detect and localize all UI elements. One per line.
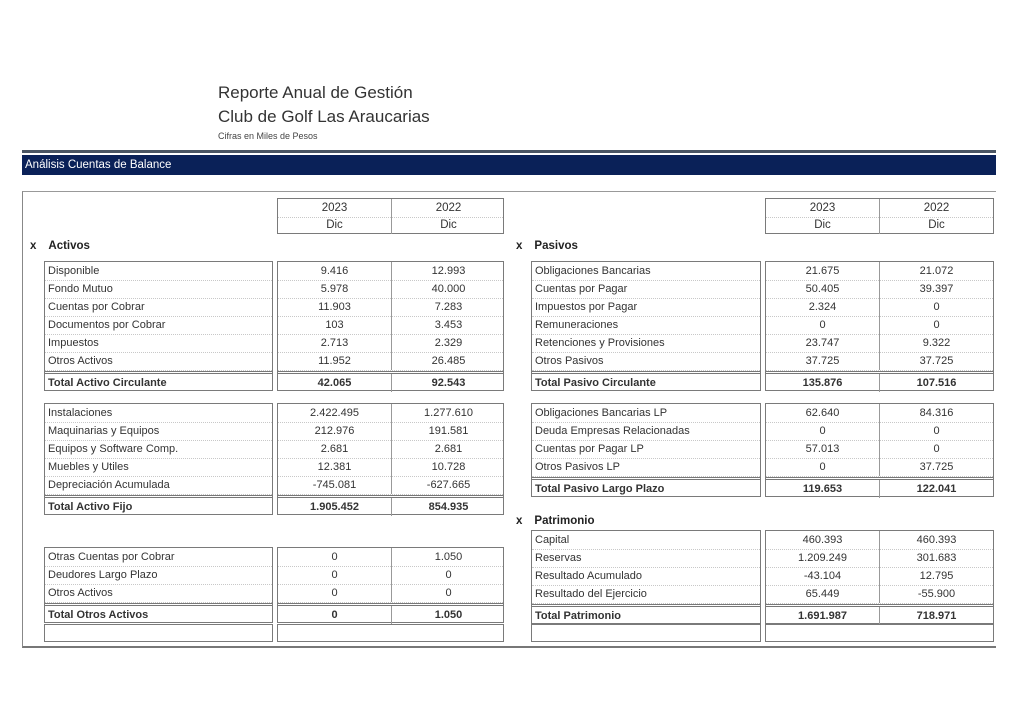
value-2023: 0 bbox=[819, 425, 826, 437]
month-2022: Dic bbox=[391, 216, 505, 234]
value-2022: 21.072 bbox=[879, 262, 993, 280]
value-2022: 460.393 bbox=[879, 531, 993, 549]
value-2022: 10.728 bbox=[391, 458, 505, 476]
year-2022: 2022 bbox=[391, 199, 505, 217]
value-2022: 37.725 bbox=[879, 352, 993, 370]
value-2022: 39.397 bbox=[879, 280, 993, 298]
row-label: Otros Activos bbox=[48, 587, 113, 599]
row-label: Resultado Acumulado bbox=[535, 570, 643, 582]
value-2022: 0 bbox=[879, 316, 993, 334]
year-2023: 2023 bbox=[809, 202, 836, 214]
row-values bbox=[766, 549, 993, 568]
total-values bbox=[766, 477, 993, 498]
pasivo-largo-plazo-values bbox=[765, 403, 994, 497]
row-label: Cuentas por Cobrar bbox=[48, 301, 145, 313]
row-label: Total Activo Fijo bbox=[48, 501, 133, 513]
table-row bbox=[45, 316, 272, 335]
table-row bbox=[45, 298, 272, 317]
table-row bbox=[532, 549, 760, 568]
value-2022: 92.543 bbox=[391, 374, 505, 392]
value-2023: 50.405 bbox=[805, 283, 840, 295]
left-year-header bbox=[277, 198, 504, 234]
value-2022: 191.581 bbox=[391, 422, 505, 440]
table-row bbox=[45, 584, 272, 603]
row-label: Depreciación Acumulada bbox=[48, 479, 170, 491]
value-2023: 0 bbox=[819, 319, 826, 331]
table-row bbox=[45, 352, 272, 371]
table-row bbox=[532, 334, 760, 353]
row-label: Equipos y Software Comp. bbox=[48, 443, 179, 455]
row-values bbox=[766, 280, 993, 299]
table-row bbox=[532, 567, 760, 586]
row-label: Disponible bbox=[48, 265, 100, 277]
row-label: Remuneraciones bbox=[535, 319, 619, 331]
value-2023: 2.713 bbox=[320, 337, 349, 349]
value-2022: 12.993 bbox=[391, 262, 505, 280]
total-values bbox=[278, 495, 503, 516]
section-pasivos bbox=[516, 240, 578, 252]
table-row bbox=[45, 458, 272, 477]
row-label: Otros Activos bbox=[48, 355, 113, 367]
row-values bbox=[766, 585, 993, 604]
table-row bbox=[532, 585, 760, 604]
total-values bbox=[766, 371, 993, 392]
activo-fijo-labels bbox=[44, 403, 273, 515]
value-2022: 40.000 bbox=[391, 280, 505, 298]
value-2023: 119.653 bbox=[802, 483, 843, 495]
row-values bbox=[766, 262, 993, 281]
value-2022: 2.681 bbox=[391, 440, 505, 458]
row-values bbox=[278, 280, 503, 299]
value-2022: 0 bbox=[391, 566, 505, 584]
total-row bbox=[532, 371, 760, 392]
value-2023: 460.393 bbox=[802, 534, 843, 546]
value-2023: 5.978 bbox=[320, 283, 349, 295]
table-row bbox=[532, 352, 760, 371]
table-row bbox=[532, 298, 760, 317]
value-2023: -43.104 bbox=[803, 570, 842, 582]
row-label: Reservas bbox=[535, 552, 582, 564]
section-banner: Análisis Cuentas de Balance bbox=[22, 155, 996, 175]
table-row bbox=[45, 280, 272, 299]
value-2023: 135.876 bbox=[802, 377, 843, 389]
left-empty-value-row bbox=[277, 624, 504, 642]
row-values bbox=[766, 531, 993, 550]
table-row bbox=[532, 316, 760, 335]
value-2022: 84.316 bbox=[879, 404, 993, 422]
value-2022: 1.050 bbox=[391, 548, 505, 566]
activo-circulante-labels bbox=[44, 261, 273, 391]
value-2022: 0 bbox=[879, 422, 993, 440]
value-2023: 0 bbox=[331, 587, 338, 599]
patrimonio-values bbox=[765, 530, 994, 624]
month-row bbox=[278, 216, 503, 234]
table-row bbox=[45, 422, 272, 441]
row-values bbox=[278, 422, 503, 441]
value-2023: 2.681 bbox=[320, 443, 349, 455]
row-label: Maquinarias y Equipos bbox=[48, 425, 160, 437]
row-values bbox=[278, 476, 503, 495]
value-2023: 65.449 bbox=[805, 588, 840, 600]
value-2023: 0 bbox=[819, 461, 826, 473]
section-title: Pasivos bbox=[534, 240, 578, 252]
row-values bbox=[766, 458, 993, 477]
value-2022: -55.900 bbox=[879, 585, 993, 603]
left-empty-label-row bbox=[44, 624, 273, 642]
row-values bbox=[278, 458, 503, 477]
row-values bbox=[766, 404, 993, 423]
section-title: Patrimonio bbox=[534, 515, 595, 527]
table-row bbox=[532, 262, 760, 281]
value-2023: 12.381 bbox=[317, 461, 352, 473]
value-2023: 1.905.452 bbox=[310, 501, 359, 513]
activo-fijo-values bbox=[277, 403, 504, 515]
row-label: Deudores Largo Plazo bbox=[48, 569, 158, 581]
table-row bbox=[532, 422, 760, 441]
value-2023: 62.640 bbox=[805, 407, 840, 419]
units-subtitle: Cifras en Miles de Pesos bbox=[218, 131, 318, 141]
row-values bbox=[766, 422, 993, 441]
table-row bbox=[45, 566, 272, 585]
value-2023: 1.691.987 bbox=[798, 610, 847, 622]
table-row bbox=[45, 440, 272, 459]
total-row bbox=[45, 495, 272, 516]
row-label: Total Activo Circulante bbox=[48, 377, 167, 389]
row-label: Obligaciones Bancarias LP bbox=[535, 407, 668, 419]
value-2022: 26.485 bbox=[391, 352, 505, 370]
total-values bbox=[766, 604, 993, 625]
section-title: Activos bbox=[48, 240, 90, 252]
row-values bbox=[278, 566, 503, 585]
value-2023: 2.324 bbox=[808, 301, 837, 313]
otros-activos-labels bbox=[44, 547, 273, 623]
header-rule bbox=[22, 150, 996, 153]
table-row bbox=[532, 458, 760, 477]
row-label: Otros Pasivos bbox=[535, 355, 604, 367]
row-values bbox=[278, 548, 503, 567]
value-2023: 9.416 bbox=[320, 265, 349, 277]
value-2023: 1.209.249 bbox=[798, 552, 847, 564]
row-label: Instalaciones bbox=[48, 407, 113, 419]
row-values bbox=[766, 352, 993, 371]
total-row bbox=[532, 477, 760, 498]
total-values bbox=[278, 371, 503, 392]
row-values bbox=[766, 298, 993, 317]
value-2022: 1.050 bbox=[391, 606, 505, 624]
value-2022: 122.041 bbox=[879, 480, 993, 498]
value-2022: 854.935 bbox=[391, 498, 505, 516]
right-year-header bbox=[765, 198, 994, 234]
otros-activos-values bbox=[277, 547, 504, 623]
row-label: Documentos por Cobrar bbox=[48, 319, 166, 331]
row-label: Otros Pasivos LP bbox=[535, 461, 620, 473]
row-label: Muebles y Utiles bbox=[48, 461, 129, 473]
pasivo-largo-plazo-labels bbox=[531, 403, 761, 497]
row-values bbox=[278, 316, 503, 335]
row-values bbox=[766, 334, 993, 353]
row-label: Otras Cuentas por Cobrar bbox=[48, 551, 175, 563]
row-values bbox=[278, 352, 503, 371]
activo-circulante-values bbox=[277, 261, 504, 391]
report-title: Reporte Anual de Gestión bbox=[218, 83, 413, 102]
table-row bbox=[45, 262, 272, 281]
value-2022: 301.683 bbox=[879, 549, 993, 567]
value-2023: 11.952 bbox=[318, 355, 351, 367]
row-label: Total Otros Activos bbox=[48, 609, 149, 621]
row-values bbox=[278, 262, 503, 281]
row-values bbox=[278, 404, 503, 423]
right-empty-label-row bbox=[531, 624, 761, 642]
row-values bbox=[278, 334, 503, 353]
value-2023: -745.081 bbox=[312, 479, 357, 491]
total-row bbox=[45, 603, 272, 624]
table-row bbox=[45, 476, 272, 495]
collapse-marker[interactable]: x bbox=[30, 240, 37, 252]
month-2023: Dic bbox=[814, 219, 831, 231]
value-2022: 7.283 bbox=[391, 298, 505, 316]
row-label: Deuda Empresas Relacionadas bbox=[535, 425, 690, 437]
value-2022: -627.665 bbox=[391, 476, 505, 494]
table-row bbox=[532, 404, 760, 423]
row-values bbox=[278, 298, 503, 317]
row-label: Retenciones y Provisiones bbox=[535, 337, 665, 349]
value-2022: 0 bbox=[879, 298, 993, 316]
row-values bbox=[766, 440, 993, 459]
table-row bbox=[45, 334, 272, 353]
right-empty-value-row bbox=[765, 624, 994, 642]
row-label: Fondo Mutuo bbox=[48, 283, 113, 295]
value-2022: 0 bbox=[879, 440, 993, 458]
value-2022: 2.329 bbox=[391, 334, 505, 352]
value-2023: 0 bbox=[331, 609, 338, 621]
value-2023: 11.903 bbox=[318, 301, 351, 313]
total-row bbox=[532, 604, 760, 625]
section-patrimonio bbox=[516, 515, 594, 527]
row-values bbox=[278, 584, 503, 603]
value-2023: 2.422.495 bbox=[310, 407, 359, 419]
year-2023: 2023 bbox=[321, 202, 348, 214]
year-2022: 2022 bbox=[879, 199, 993, 217]
value-2022: 1.277.610 bbox=[391, 404, 505, 422]
total-row bbox=[45, 371, 272, 392]
value-2023: 0 bbox=[331, 569, 338, 581]
table-row bbox=[532, 531, 760, 550]
value-2023: 57.013 bbox=[805, 443, 840, 455]
row-label: Resultado del Ejercicio bbox=[535, 588, 647, 600]
row-label: Obligaciones Bancarias bbox=[535, 265, 651, 277]
value-2023: 103 bbox=[325, 319, 344, 331]
table-row bbox=[45, 404, 272, 423]
row-label: Cuentas por Pagar bbox=[535, 283, 628, 295]
value-2022: 9.322 bbox=[879, 334, 993, 352]
total-values bbox=[278, 603, 503, 624]
value-2023: 37.725 bbox=[805, 355, 840, 367]
table-row bbox=[45, 548, 272, 567]
month-row bbox=[766, 216, 993, 234]
row-label: Total Pasivo Largo Plazo bbox=[535, 483, 665, 495]
pasivo-circulante-labels bbox=[531, 261, 761, 391]
collapse-marker[interactable]: x bbox=[516, 515, 523, 527]
collapse-marker[interactable]: x bbox=[516, 240, 523, 252]
month-2022: Dic bbox=[879, 216, 993, 234]
table-row bbox=[532, 280, 760, 299]
row-values bbox=[278, 440, 503, 459]
month-2023: Dic bbox=[326, 219, 343, 231]
value-2023: 23.747 bbox=[805, 337, 840, 349]
row-values bbox=[766, 567, 993, 586]
value-2023: 0 bbox=[331, 551, 338, 563]
row-label: Impuestos bbox=[48, 337, 99, 349]
table-row bbox=[532, 440, 760, 459]
row-label: Cuentas por Pagar LP bbox=[535, 443, 644, 455]
row-values bbox=[766, 316, 993, 335]
value-2022: 718.971 bbox=[879, 607, 993, 625]
value-2023: 42.065 bbox=[317, 377, 352, 389]
value-2023: 212.976 bbox=[314, 425, 355, 437]
row-label: Impuestos por Pagar bbox=[535, 301, 638, 313]
value-2022: 12.795 bbox=[879, 567, 993, 585]
patrimonio-labels bbox=[531, 530, 761, 624]
row-label: Total Patrimonio bbox=[535, 610, 621, 622]
row-label: Capital bbox=[535, 534, 570, 546]
value-2023: 21.675 bbox=[805, 265, 840, 277]
value-2022: 0 bbox=[391, 584, 505, 602]
value-2022: 107.516 bbox=[879, 374, 993, 392]
value-2022: 37.725 bbox=[879, 458, 993, 476]
row-label: Total Pasivo Circulante bbox=[535, 377, 656, 389]
club-name: Club de Golf Las Araucarias bbox=[218, 107, 430, 126]
section-activos bbox=[30, 240, 90, 252]
value-2022: 3.453 bbox=[391, 316, 505, 334]
pasivo-circulante-values bbox=[765, 261, 994, 391]
